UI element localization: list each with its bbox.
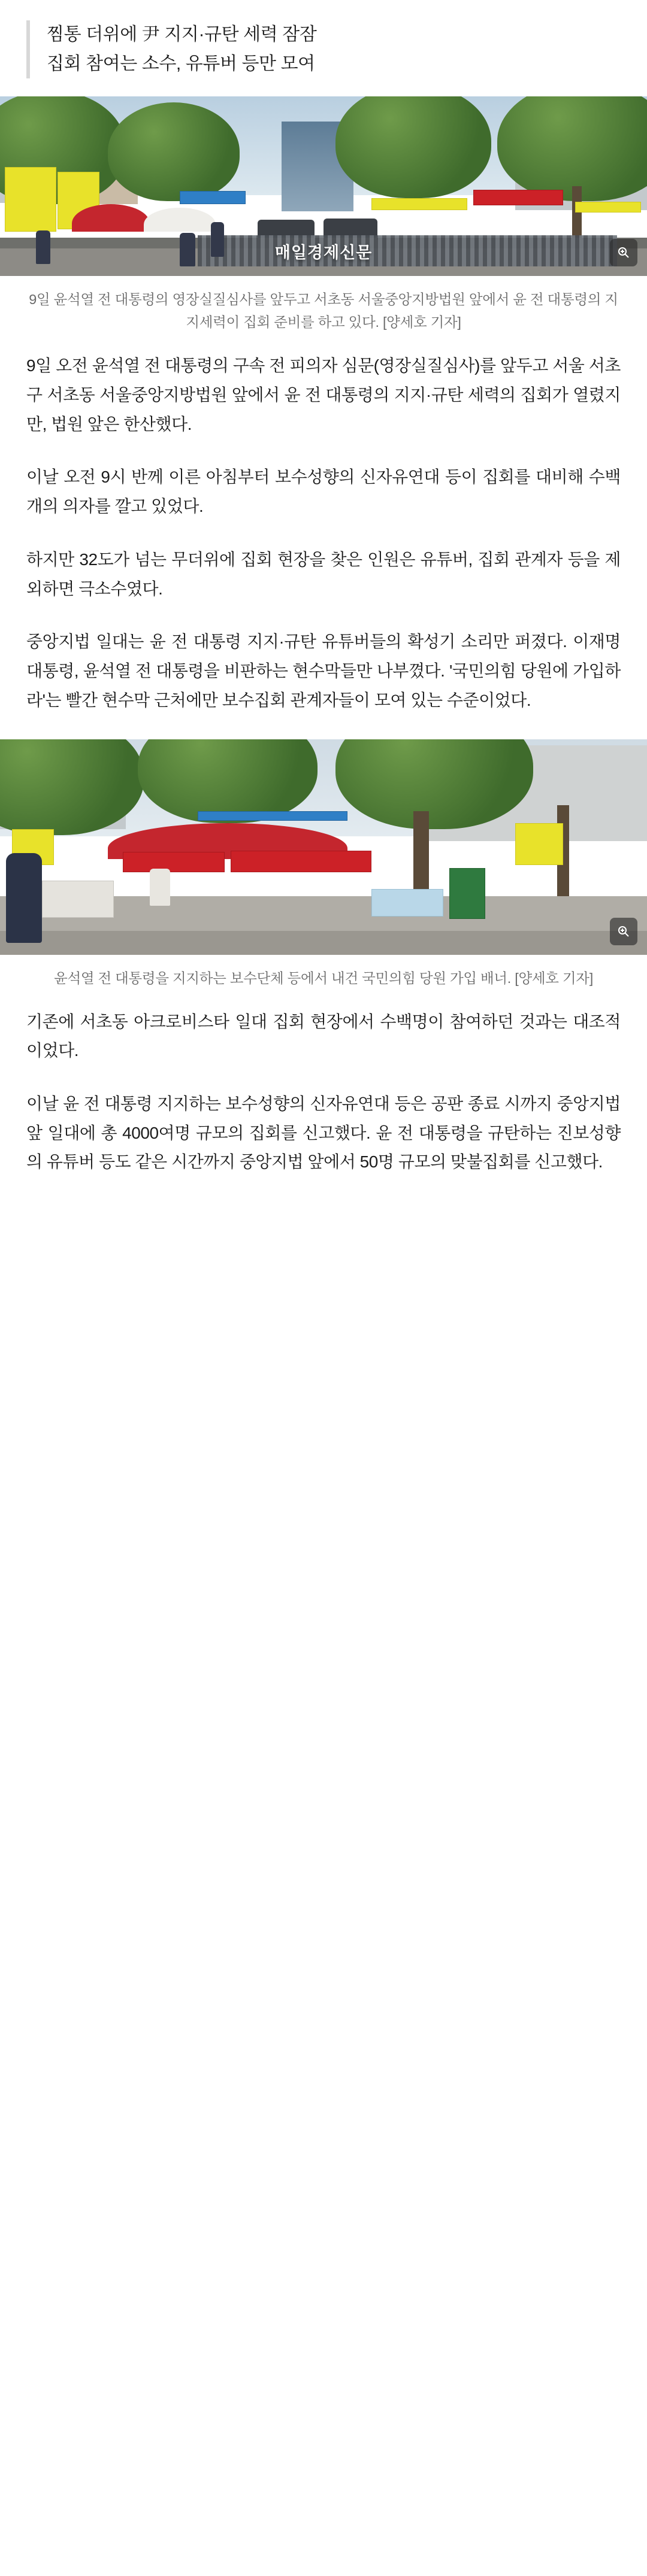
tent-white-1 bbox=[144, 208, 216, 232]
article-body-bottom bbox=[0, 1008, 647, 1201]
summary-line-2: 집회 참여는 소수, 유튜버 등만 모여 bbox=[47, 53, 315, 74]
protest-banner-6 bbox=[575, 202, 641, 213]
person-passerby bbox=[6, 853, 42, 943]
equipment-stack bbox=[449, 868, 485, 919]
article-summary bbox=[0, 0, 647, 96]
article-body-top bbox=[0, 351, 647, 739]
person-vendor bbox=[150, 869, 170, 906]
person-worker bbox=[36, 230, 50, 264]
paragraph-2: 이날 오전 9시 반께 이른 아침부터 보수성향의 신자유연대 등이 집회를 대비해 수백개의 의자를 깔고 있었다. bbox=[26, 468, 621, 516]
summary-quote-block bbox=[26, 20, 621, 78]
supply-boxes bbox=[42, 881, 114, 918]
person-seated bbox=[180, 233, 195, 266]
photo-rally-preparation[interactable] bbox=[0, 96, 647, 276]
magnifier-icon[interactable] bbox=[610, 918, 637, 945]
protest-banner-5 bbox=[473, 190, 563, 205]
figure-1-caption: 9일 윤석열 전 대통령의 영장실질심사를 앞두고 서초동 서울중앙지방법원 앞에서 윤 전 대통령의 지지세력이 집회 준비를 하고 있다. [양세호 기자] bbox=[29, 292, 618, 330]
paragraph-4: 중앙지법 일대는 윤 전 대통령 지지·규탄 유튜버들의 확성기 소리만 퍼졌다. 이재명 대통령, 윤석열 전 대통령을 비판하는 현수막들만 나부꼈다. '국민의힘 당원에 가입하라'는 빨간 현수막 근처에만 보수집회 관계자들이 모여 있는 수준이었다. bbox=[26, 632, 621, 709]
magnifier-icon[interactable] bbox=[610, 239, 637, 266]
tree-mid-right bbox=[335, 96, 491, 198]
paragraph-1: 9일 오전 윤석열 전 대통령의 구속 전 피의자 심문(영장실질심사)를 앞두고 서울 서초구 서초동 서울중앙지방법원 앞에서 윤 전 대통령의 지지·규탄 세력의 집회가 열렸지만, 법원 앞은 한산했다. bbox=[26, 356, 621, 433]
banner-yellow-right bbox=[515, 823, 563, 865]
protest-banner-1 bbox=[5, 167, 56, 232]
street-curb bbox=[0, 931, 647, 955]
figure-2-caption: 윤석열 전 대통령을 지지하는 보수단체 등에서 내건 국민의힘 당원 가입 배너. [양세호 기자] bbox=[54, 970, 593, 986]
protest-banner-4 bbox=[371, 198, 467, 210]
paragraph-3: 하지만 32도가 넘는 무더위에 집회 현장을 찾은 인원은 유튜버, 집회 관계자 등을 제외하면 극소수였다. bbox=[26, 550, 621, 598]
person-standing bbox=[211, 222, 224, 257]
tree-trunk-right bbox=[572, 186, 582, 240]
party-membership-banner-right bbox=[231, 851, 371, 872]
paragraph-6: 이날 윤 전 대통령 지지하는 보수성향의 신자유연대 등은 공판 종료 시까지 중앙지법 앞 일대에 총 4000여명 규모의 집회를 신고했다. 윤 전 대통령을 규탄하는 진보성향의 유튜버 등도 같은 시간까지 중앙지법 앞에서 50명 규모의 맞불집회를 신고했다. bbox=[26, 1094, 621, 1172]
banner-strip-top bbox=[198, 811, 347, 821]
photo-watermark: 매일경제신문 bbox=[274, 244, 373, 262]
photo-party-membership-banner[interactable] bbox=[0, 739, 647, 955]
tree-mid-left bbox=[108, 102, 240, 201]
summary-line-1: 찜통 더위에 尹 지지·규탄 세력 잠잠 bbox=[47, 25, 317, 44]
article-figure-2 bbox=[0, 739, 647, 1008]
water-bottles bbox=[371, 889, 443, 917]
chair-rows bbox=[198, 235, 617, 266]
paragraph-5: 기존에 서초동 아크로비스타 일대 집회 현장에서 수백명이 참여하던 것과는 대조적이었다. bbox=[26, 1012, 621, 1060]
protest-banner-3 bbox=[180, 191, 246, 204]
article-figure-1 bbox=[0, 96, 647, 351]
party-membership-banner-left bbox=[123, 852, 225, 872]
